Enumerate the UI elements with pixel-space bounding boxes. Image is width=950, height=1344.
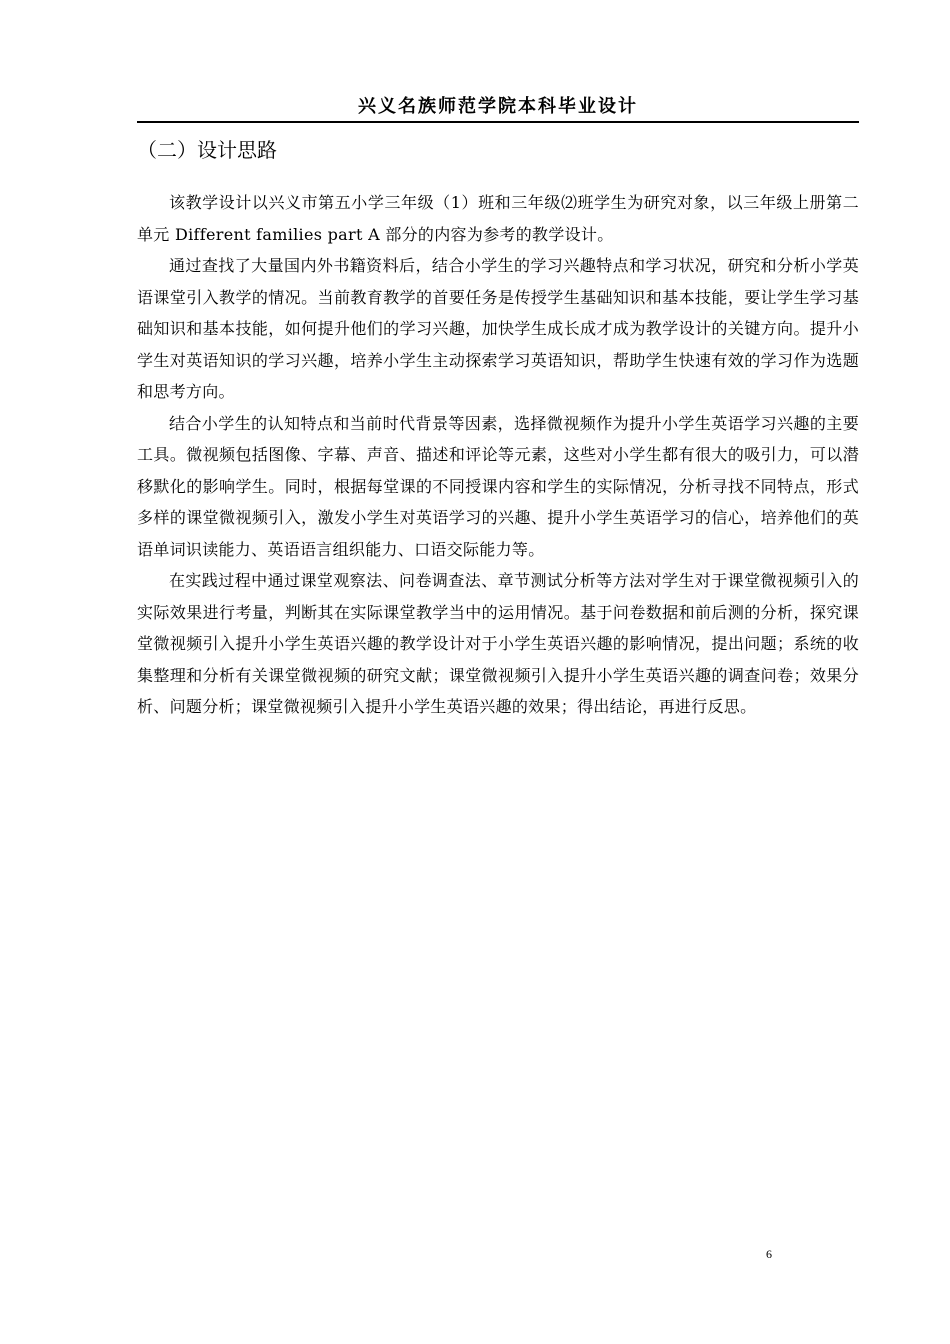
page-number: 6: [766, 1247, 772, 1261]
section-heading: （二）设计思路: [137, 138, 277, 162]
paragraph: 通过查找了大量国内外书籍资料后，结合小学生的学习兴趣特点和学习状况，研究和分析小学英语课堂引入教学的情况。当前教育教学的首要任务是传授学生基础知识和基本技能，要让学生学习基础知识和基本技能，如何提升他们的学习兴趣，加快学生成长成才成为教学设计的关键方向。提升小学生对英语知识的学习兴趣，培养小学生主动探索学习英语知识，帮助学生快速有效的学习作为选题和思考方向。: [137, 256, 859, 401]
paragraph: 该教学设计以兴义市第五小学三年级（1）班和三年级⑵班学生为研究对象，以三年级上册第二单元 Different families part A 部分的内容为参考的教学设计。: [137, 193, 859, 244]
paragraph: 在实践过程中通过课堂观察法、问卷调查法、章节测试分析等方法对学生对于课堂微视频引入的实际效果进行考量，判断其在实际课堂教学当中的运用情况。基于问卷数据和前后测的分析，探究课堂微视频引入提升小学生英语兴趣的教学设计对于小学生英语兴趣的影响情况，提出问题；系统的收集整理和分析有关课堂微视频的研究文献；课堂微视频引入提升小学生英语兴趣的调查问卷；效果分析、问题分析；课堂微视频引入提升小学生英语兴趣的效果；得出结论，再进行反思。: [137, 571, 859, 716]
page-header-title: 兴义名族师范学院本科毕业设计: [358, 96, 638, 117]
body-text: [137, 187, 859, 723]
header-divider: [137, 121, 859, 123]
paragraph: 结合小学生的认知特点和当前时代背景等因素，选择微视频作为提升小学生英语学习兴趣的主要工具。微视频包括图像、字幕、声音、描述和评论等元素，这些对小学生都有很大的吸引力，可以潜移默化的影响学生。同时，根据每堂课的不同授课内容和学生的实际情况，分析寻找不同特点，形式多样的课堂微视频引入，激发小学生对英语学习的兴趣、提升小学生英语学习的信心，培养他们的英语单词识读能力、英语语言组织能力、口语交际能力等。: [137, 413, 859, 559]
